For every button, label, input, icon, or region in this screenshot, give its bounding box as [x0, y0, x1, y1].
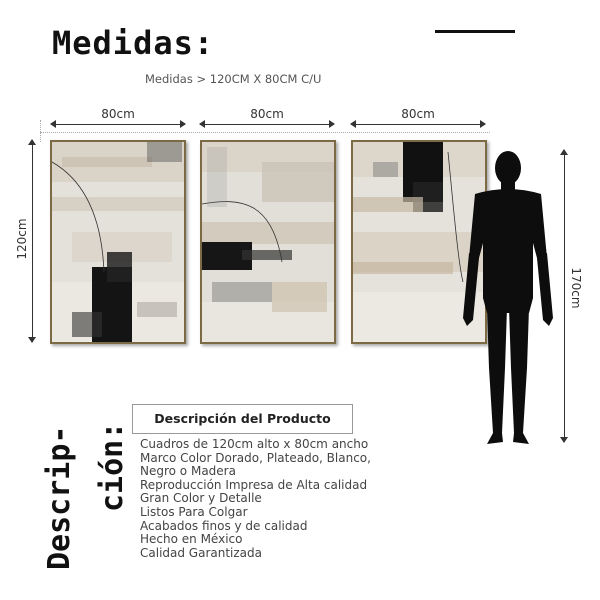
- list-item: Gran Color y Detalle: [140, 491, 262, 506]
- width-label-1: 80cm: [101, 107, 135, 121]
- width-arrow-2: [200, 124, 334, 125]
- person-silhouette: [455, 148, 561, 446]
- list-item: Calidad Garantizada: [140, 545, 263, 560]
- person-height-arrow: [564, 150, 565, 442]
- art-panel-1: [50, 140, 186, 344]
- list-item: Negro o Madera: [140, 464, 236, 479]
- page-subtitle: Medidas > 120CM X 80CM C/U: [145, 72, 322, 86]
- description-heading: Descripción del Producto: [132, 404, 353, 434]
- list-item: Marco Color Dorado, Plateado, Blanco,: [140, 450, 371, 465]
- width-label-2: 80cm: [250, 107, 284, 121]
- panel-height-arrow: [32, 140, 33, 342]
- side-title-line-1: Descrip-: [42, 425, 77, 570]
- guide-line-left: [40, 120, 41, 142]
- list-item: Acabados finos y de calidad: [140, 518, 308, 533]
- list-item: Listos Para Colgar: [140, 504, 248, 519]
- list-item: Reproducción Impresa de Alta calidad: [140, 477, 368, 492]
- width-label-3: 80cm: [401, 107, 435, 121]
- side-title-line-2: ción:: [95, 421, 130, 512]
- title-rule: [435, 30, 515, 33]
- person-height-label: 170cm: [569, 267, 583, 309]
- description-side-title: [40, 392, 130, 572]
- list-item: Hecho en México: [140, 532, 243, 547]
- list-item: Cuadros de 120cm alto x 80cm ancho: [140, 437, 369, 451]
- description-list: [140, 438, 371, 560]
- art-panel-2: [200, 140, 336, 344]
- width-arrow-1: [51, 124, 185, 125]
- guide-line-top: [40, 132, 490, 133]
- width-arrow-3: [351, 124, 485, 125]
- panel-height-label: 120cm: [15, 218, 29, 260]
- page-title: Medidas:: [52, 24, 215, 62]
